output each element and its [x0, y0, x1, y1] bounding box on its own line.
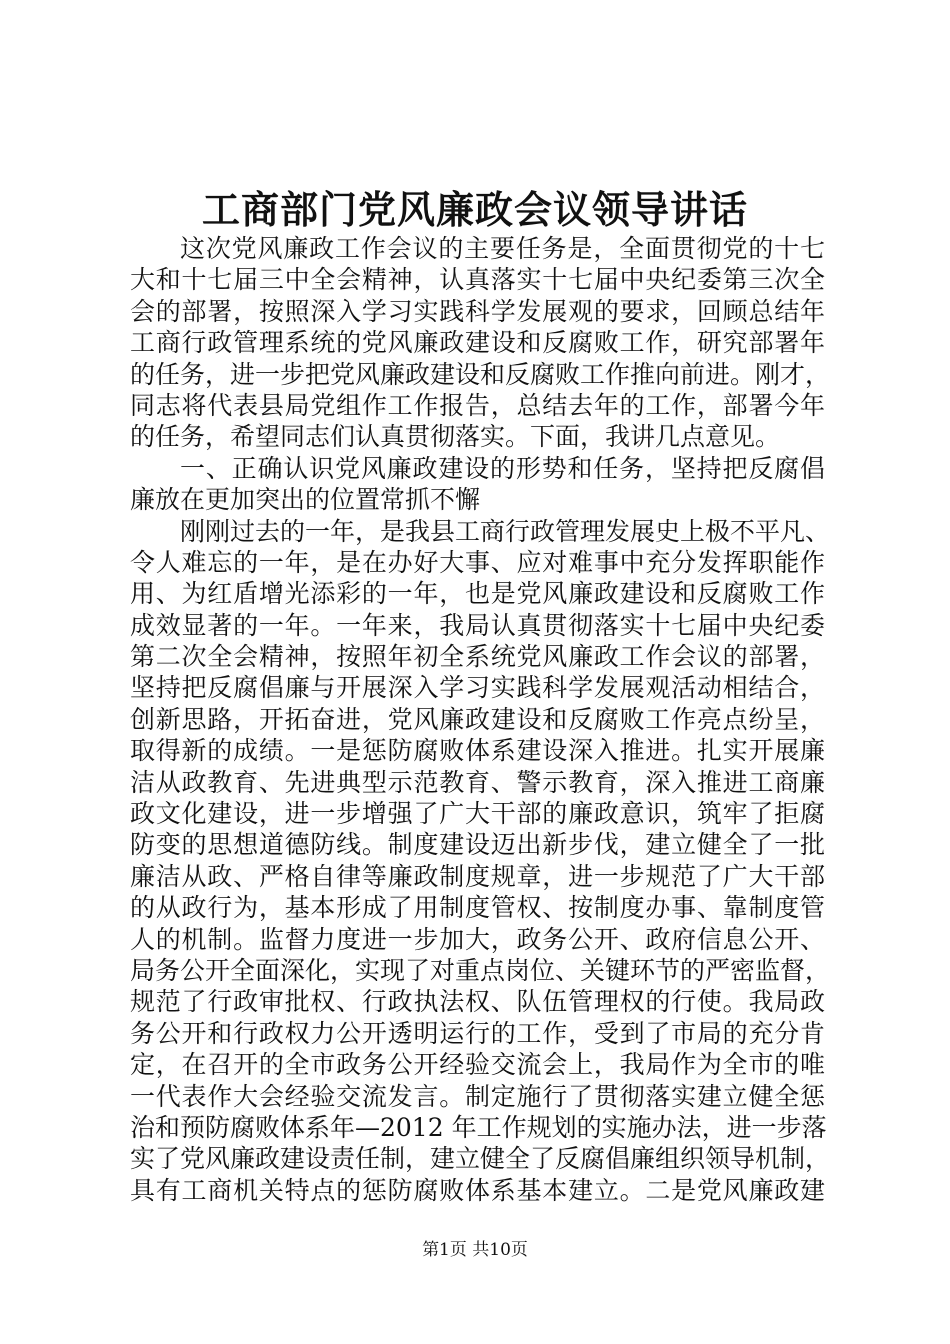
section-heading-line: 廉放在更加突出的位置常抓不懈 [130, 485, 481, 515]
body-line: 用、为红盾增光添彩的一年，也是党风廉政建设和反腐败工作 [130, 579, 825, 609]
body-line: 规范了行政审批权、行政执法权、队伍管理权的行使。我局政 [130, 987, 825, 1017]
body-line: 具有工商机关特点的惩防腐败体系基本建立。二是党风廉政建 [130, 1175, 825, 1205]
body-line: 工商行政管理系统的党风廉政建设和反腐败工作，研究部署年 [130, 328, 825, 358]
body-line: 令人难忘的一年，是在办好大事、应对难事中充分发挥职能作 [130, 547, 825, 577]
body-line: 大和十七届三中全会精神，认真落实十七届中央纪委第三次全 [130, 265, 825, 295]
body-line: 洁从政教育、先进典型示范教育、警示教育，深入推进工商廉 [130, 767, 825, 797]
body-line: 治和预防腐败体系年—2012 年工作规划的实施办法，进一步落 [130, 1112, 827, 1142]
section-heading-line: 一、正确认识党风廉政建设的形势和任务，坚持把反腐倡 [180, 453, 825, 483]
document-title: 工商部门党风廉政会议领导讲话 [201, 187, 748, 232]
body-line: 一代表作大会经验交流发言。制定施行了贯彻落实建立健全惩 [130, 1081, 825, 1111]
body-line: 同志将代表县局党组作工作报告，总结去年的工作，部署今年 [130, 390, 825, 420]
body-line: 的任务，希望同志们认真贯彻落实。下面，我讲几点意见。 [130, 422, 781, 452]
body-line: 第二次全会精神，按照年初全系统党风廉政工作会议的部署， [130, 642, 825, 672]
body-line: 这次党风廉政工作会议的主要任务是，全面贯彻党的十七 [180, 234, 825, 263]
document-body [130, 233, 831, 1206]
body-line: 坚持把反腐倡廉与开展深入学习实践科学发展观活动相结合， [130, 673, 825, 703]
body-line: 创新思路，开拓奋进，党风廉政建设和反腐败工作亮点纷呈， [130, 704, 825, 734]
body-line: 取得新的成绩。一是惩防腐败体系建设深入推进。扎实开展廉 [130, 736, 825, 766]
body-line: 务公开和行政权力公开透明运行的工作，受到了市局的充分肯 [130, 1018, 825, 1048]
body-line: 局务公开全面深化，实现了对重点岗位、关键环节的严密监督， [130, 955, 831, 985]
body-line: 人的机制。监督力度进一步加大，政务公开、政府信息公开、 [130, 924, 825, 954]
body-line: 防变的思想道德防线。制度建设迈出新步伐，建立健全了一批 [130, 830, 825, 860]
page-number-footer: 第1页 共10页 [422, 1240, 528, 1260]
body-line: 定，在召开的全市政务公开经验交流会上，我局作为全市的唯 [130, 1050, 825, 1080]
body-line: 的从政行为，基本形成了用制度管权、按制度办事、靠制度管 [130, 893, 825, 923]
body-line: 会的部署，按照深入学习实践科学发展观的要求，回顾总结年 [130, 296, 825, 326]
body-line: 廉洁从政、严格自律等廉政制度规章，进一步规范了广大干部 [130, 861, 825, 891]
body-line: 的任务，进一步把党风廉政建设和反腐败工作推向前进。刚才， [130, 359, 831, 389]
body-line: 实了党风廉政建设责任制，建立健全了反腐倡廉组织领导机制， [130, 1144, 831, 1174]
body-line: 成效显著的一年。一年来，我局认真贯彻落实十七届中央纪委 [130, 610, 825, 640]
body-line: 政文化建设，进一步增强了广大干部的廉政意识，筑牢了拒腐 [130, 799, 825, 829]
body-line: 刚刚过去的一年，是我县工商行政管理发展史上极不平凡、 [180, 516, 831, 546]
